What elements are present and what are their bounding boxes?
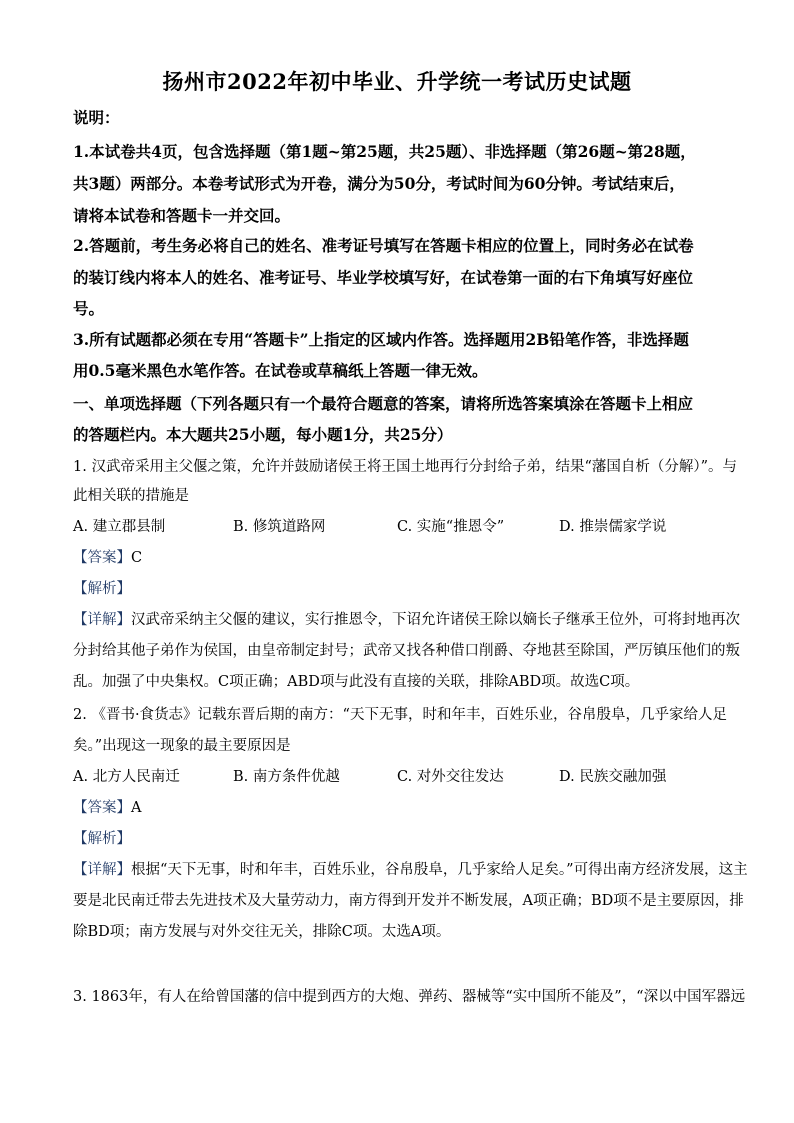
q2-analysis-tag: 【解析】 xyxy=(73,831,131,847)
q1-stem-line-2: 此相关联的措施是 xyxy=(73,488,189,504)
q2-stem-line-2: 矣。”出现这一现象的最主要原因是 xyxy=(73,738,291,754)
instruction-2-line-1: 2.答题前，考生务必将自己的姓名、准考证号填写在答题卡相应的位置上，同时务必在试卷 xyxy=(73,236,694,255)
q2-option-d: D. 民族交融加强 xyxy=(559,769,667,785)
section-1-heading-line-1: 一、单项选择题（下列各题只有一个最符合题意的答案，请将所选答案填涂在答题卡上相应 xyxy=(73,394,694,413)
page-title: 扬州市2022年初中毕业、升学统一考试历史试题 xyxy=(162,69,632,94)
q2-answer xyxy=(73,796,733,817)
q1-analysis-tag: 【解析】 xyxy=(73,581,131,597)
q2-option-b: B. 南方条件优越 xyxy=(233,769,340,785)
q2-option-a: A. 北方人民南迁 xyxy=(73,769,180,785)
detail-text: 汉武帝采纳主父偃的建议，实行推恩令，下诏允许诸侯王除以嫡长子继承王位外，可将封地再次 xyxy=(131,612,740,628)
instruction-3-line-2: 用0.5毫米黑色水笔作答。在试卷或草稿纸上答题一律无效。 xyxy=(73,361,488,380)
q2-option-c: C. 对外交往发达 xyxy=(397,769,504,785)
instruction-3-line-1: 3.所有试题都必须在专用“答题卡”上指定的区域内作答。选择题用2B铅笔作答，非选择题 xyxy=(73,330,689,349)
answer-value: C xyxy=(131,550,143,566)
instruction-2-line-2: 的装订线内将本人的姓名、准考证号、毕业学校填写好，在试卷第一面的右下角填写好座位 xyxy=(73,268,694,287)
answer-tag: 【答案】 xyxy=(73,550,131,566)
q1-option-d: D. 推崇儒家学说 xyxy=(559,519,667,535)
answer-tag: 【答案】 xyxy=(73,800,131,816)
q1-detail-line-2: 分封给其他子弟作为侯国，由皇帝制定封号；武帝又找各种借口削爵、夺地甚至除国，严厉镇压他们的叛 xyxy=(73,643,740,659)
q1-answer xyxy=(73,546,733,567)
instructions-heading: 说明： xyxy=(73,108,120,127)
q1-option-c: C. 实施“推恩令” xyxy=(397,519,505,535)
q1-option-a: A. 建立郡县制 xyxy=(73,519,166,535)
section-1-heading-line-2: 的答题栏内。本大题共25小题，每小题1分，共25分） xyxy=(73,425,453,444)
instruction-2-line-3: 号。 xyxy=(73,299,105,318)
detail-text: 根据“天下无事，时和年丰，百姓乐业，谷帛殷阜，几乎家给人足矣。”可得出南方经济发展，这主 xyxy=(131,862,748,878)
q2-detail-line-2: 要是北民南迁带去先进技术及大量劳动力，南方得到开发并不断发展，A项正确；BD项不是主要原因，排 xyxy=(73,893,744,909)
instruction-1-line-2: 共3题）两部分。本卷考试形式为开卷，满分为50分，考试时间为60分钟。考试结束后， xyxy=(73,174,685,193)
q1-detail-line-3: 乱。加强了中央集权。C项正确；ABD项与此没有直接的关联，排除ABD项。故选C项。 xyxy=(73,674,640,690)
q2-detail-line-1 xyxy=(73,858,748,879)
q1-stem-line-1: 1. 汉武帝采用主父偃之策，允许并鼓励诸侯王将王国土地再行分封给子弟，结果“藩国自析（分解）”。与 xyxy=(73,459,738,475)
q3-stem-line-1: 3. 1863年，有人在给曾国藩的信中提到西方的大炮、弹药、器械等“实中国所不能及”，“深以中国军器远 xyxy=(73,989,746,1005)
q2-stem-line-1: 2. 《晋书·食货志》记载东晋后期的南方：“天下无事，时和年丰，百姓乐业，谷帛殷阜，几乎家给人足 xyxy=(73,707,727,723)
q1-detail-line-1 xyxy=(73,608,740,629)
instruction-1-line-3: 请将本试卷和答题卡一并交回。 xyxy=(73,206,291,225)
q2-detail-line-3: 除BD项；南方发展与对外交往无关，排除C项。太选A项。 xyxy=(73,924,451,940)
instruction-1-line-1: 1.本试卷共4页，包含选择题（第1题~第25题，共25题）、非选择题（第26题~第28题， xyxy=(73,142,696,161)
detail-tag: 【详解】 xyxy=(73,862,131,878)
answer-value: A xyxy=(131,800,142,816)
q1-option-b: B. 修筑道路网 xyxy=(233,519,326,535)
detail-tag: 【详解】 xyxy=(73,612,131,628)
